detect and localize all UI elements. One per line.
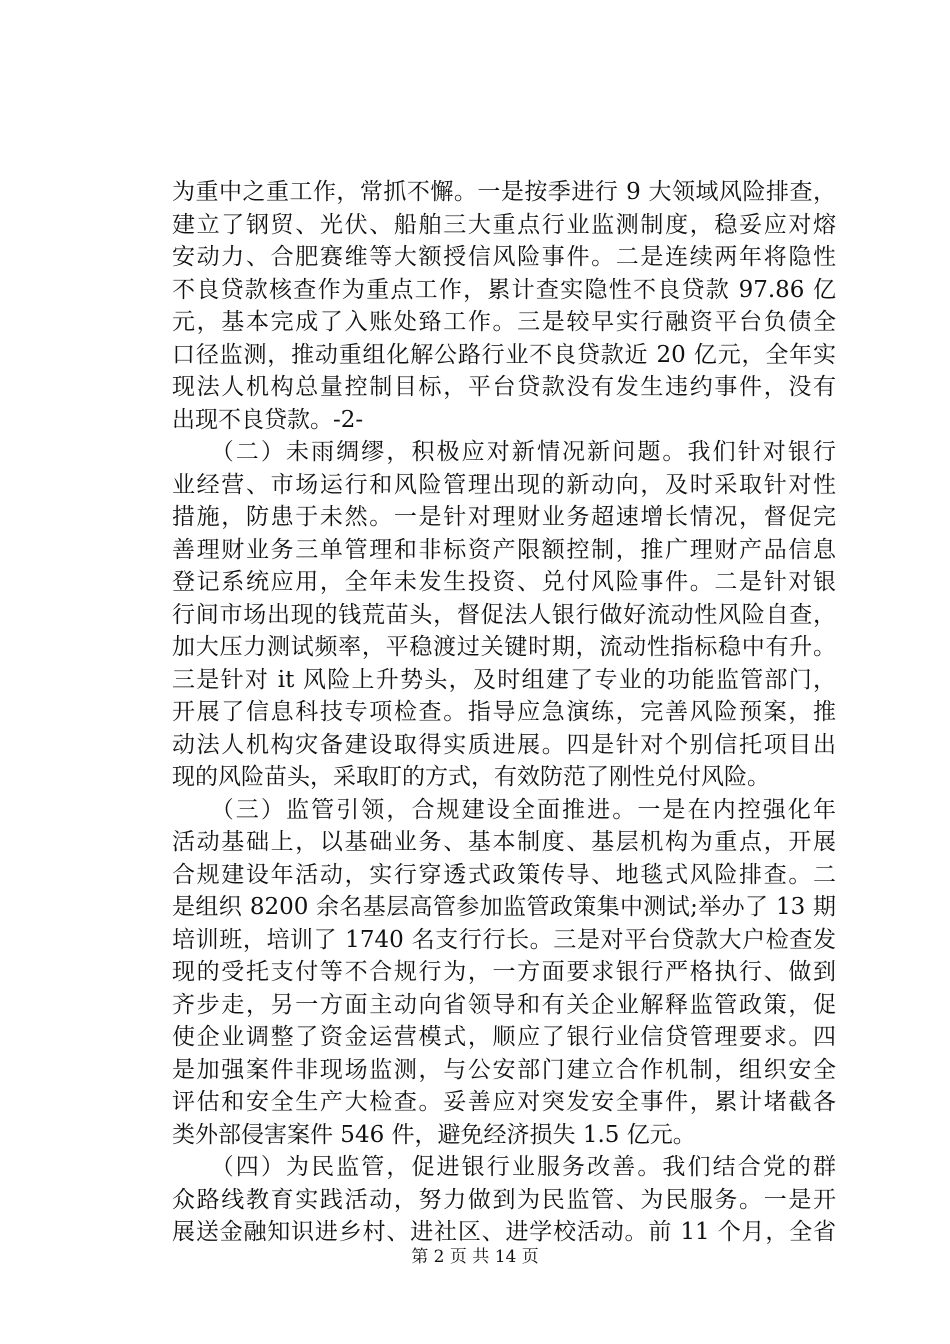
- text-line: 合规建设年活动，实行穿透式政策传导、地毯式风险排查。二: [172, 861, 836, 888]
- text-line: 培训班，培训了 1740 名支行行长。三是对平台贷款大户检查发: [172, 926, 836, 953]
- text-line: （四）为民监管，促进银行业服务改善。我们结合党的群: [172, 1154, 836, 1180]
- text-line: 建立了钢贸、光伏、船舶三大重点行业监测制度，稳妥应对熔: [172, 211, 836, 238]
- text-line: 齐步走，另一方面主动向省领导和有关企业解释监管政策，促: [172, 991, 836, 1018]
- text-line: 是加强案件非现场监测，与公安部门建立合作机制，组织安全: [172, 1056, 836, 1083]
- text-line: 业经营、市场运行和风险管理出现的新动向，及时采取针对性: [172, 471, 836, 498]
- text-line: 为重中之重工作，常抓不懈。一是按季进行 9 大领域风险排查，: [172, 179, 836, 205]
- text-line: 现的风险苗头，采取盯的方式，有效防范了刚性兑付风险。: [172, 764, 770, 790]
- text-line: 开展了信息科技专项检查。指导应急演练，完善风险预案，推: [172, 699, 836, 725]
- text-line: 评估和安全生产大检查。妥善应对突发安全事件，累计堵截各: [172, 1089, 836, 1115]
- text-line: 使企业调整了资金运营模式，顺应了银行业信贷管理要求。四: [172, 1024, 836, 1050]
- text-line: 出现不良贷款。-2-: [172, 406, 364, 433]
- text-line: 元，基本完成了入账处臵工作。三是较早实行融资平台负债全: [172, 309, 836, 335]
- text-line: 登记系统应用，全年未发生投资、兑付风险事件。二是针对银: [172, 569, 836, 595]
- text-line: 措施，防患于未然。一是针对理财业务超速增长情况，督促完: [172, 504, 836, 530]
- text-line: 众路线教育实践活动，努力做到为民监管、为民服务。一是开: [172, 1186, 836, 1213]
- text-line: 行间市场出现的钱荒苗头，督促法人银行做好流动性风险自查，: [172, 601, 836, 628]
- text-line: 动法人机构灾备建设取得实质进展。四是针对个别信托项目出: [172, 731, 836, 758]
- text-line: 是组织 8200 余名基层高管参加监管政策集中测试;举办了 13 期: [172, 894, 836, 920]
- text-line: 现的受托支付等不合规行为，一方面要求银行严格执行、做到: [172, 959, 836, 985]
- text-line: 现法人机构总量控制目标，平台贷款没有发生违约事件，没有: [172, 374, 836, 400]
- text-line: 活动基础上，以基础业务、基本制度、基层机构为重点，开展: [172, 829, 836, 855]
- text-line: 展送金融知识进乡村、进社区、进学校活动。前 11 个月，全省: [172, 1219, 836, 1245]
- text-line: 安动力、合肥赛维等大额授信风险事件。二是连续两年将隐性: [172, 244, 836, 270]
- text-line: 加大压力测试频率，平稳渡过关键时期，流动性指标稳中有升。: [172, 634, 836, 660]
- text-line: 三是针对 it 风险上升势头，及时组建了专业的功能监管部门，: [172, 666, 836, 693]
- text-line: 类外部侵害案件 546 件，避免经济损失 1.5 亿元。: [172, 1121, 696, 1148]
- page-footer: 第 2 页 共 14 页: [411, 1247, 539, 1267]
- text-line: （二）未雨绸缪，积极应对新情况新问题。我们针对银行: [172, 439, 836, 465]
- document-body: [172, 176, 836, 1249]
- text-line: （三）监管引领，合规建设全面推进。一是在内控强化年: [172, 796, 836, 823]
- text-line: 口径监测，推动重组化解公路行业不良贷款近 20 亿元，全年实: [172, 341, 836, 368]
- text-line: 善理财业务三单管理和非标资产限额控制，推广理财产品信息: [172, 536, 836, 563]
- text-line: 不良贷款核查作为重点工作，累计查实隐性不良贷款 97.86 亿: [172, 276, 836, 303]
